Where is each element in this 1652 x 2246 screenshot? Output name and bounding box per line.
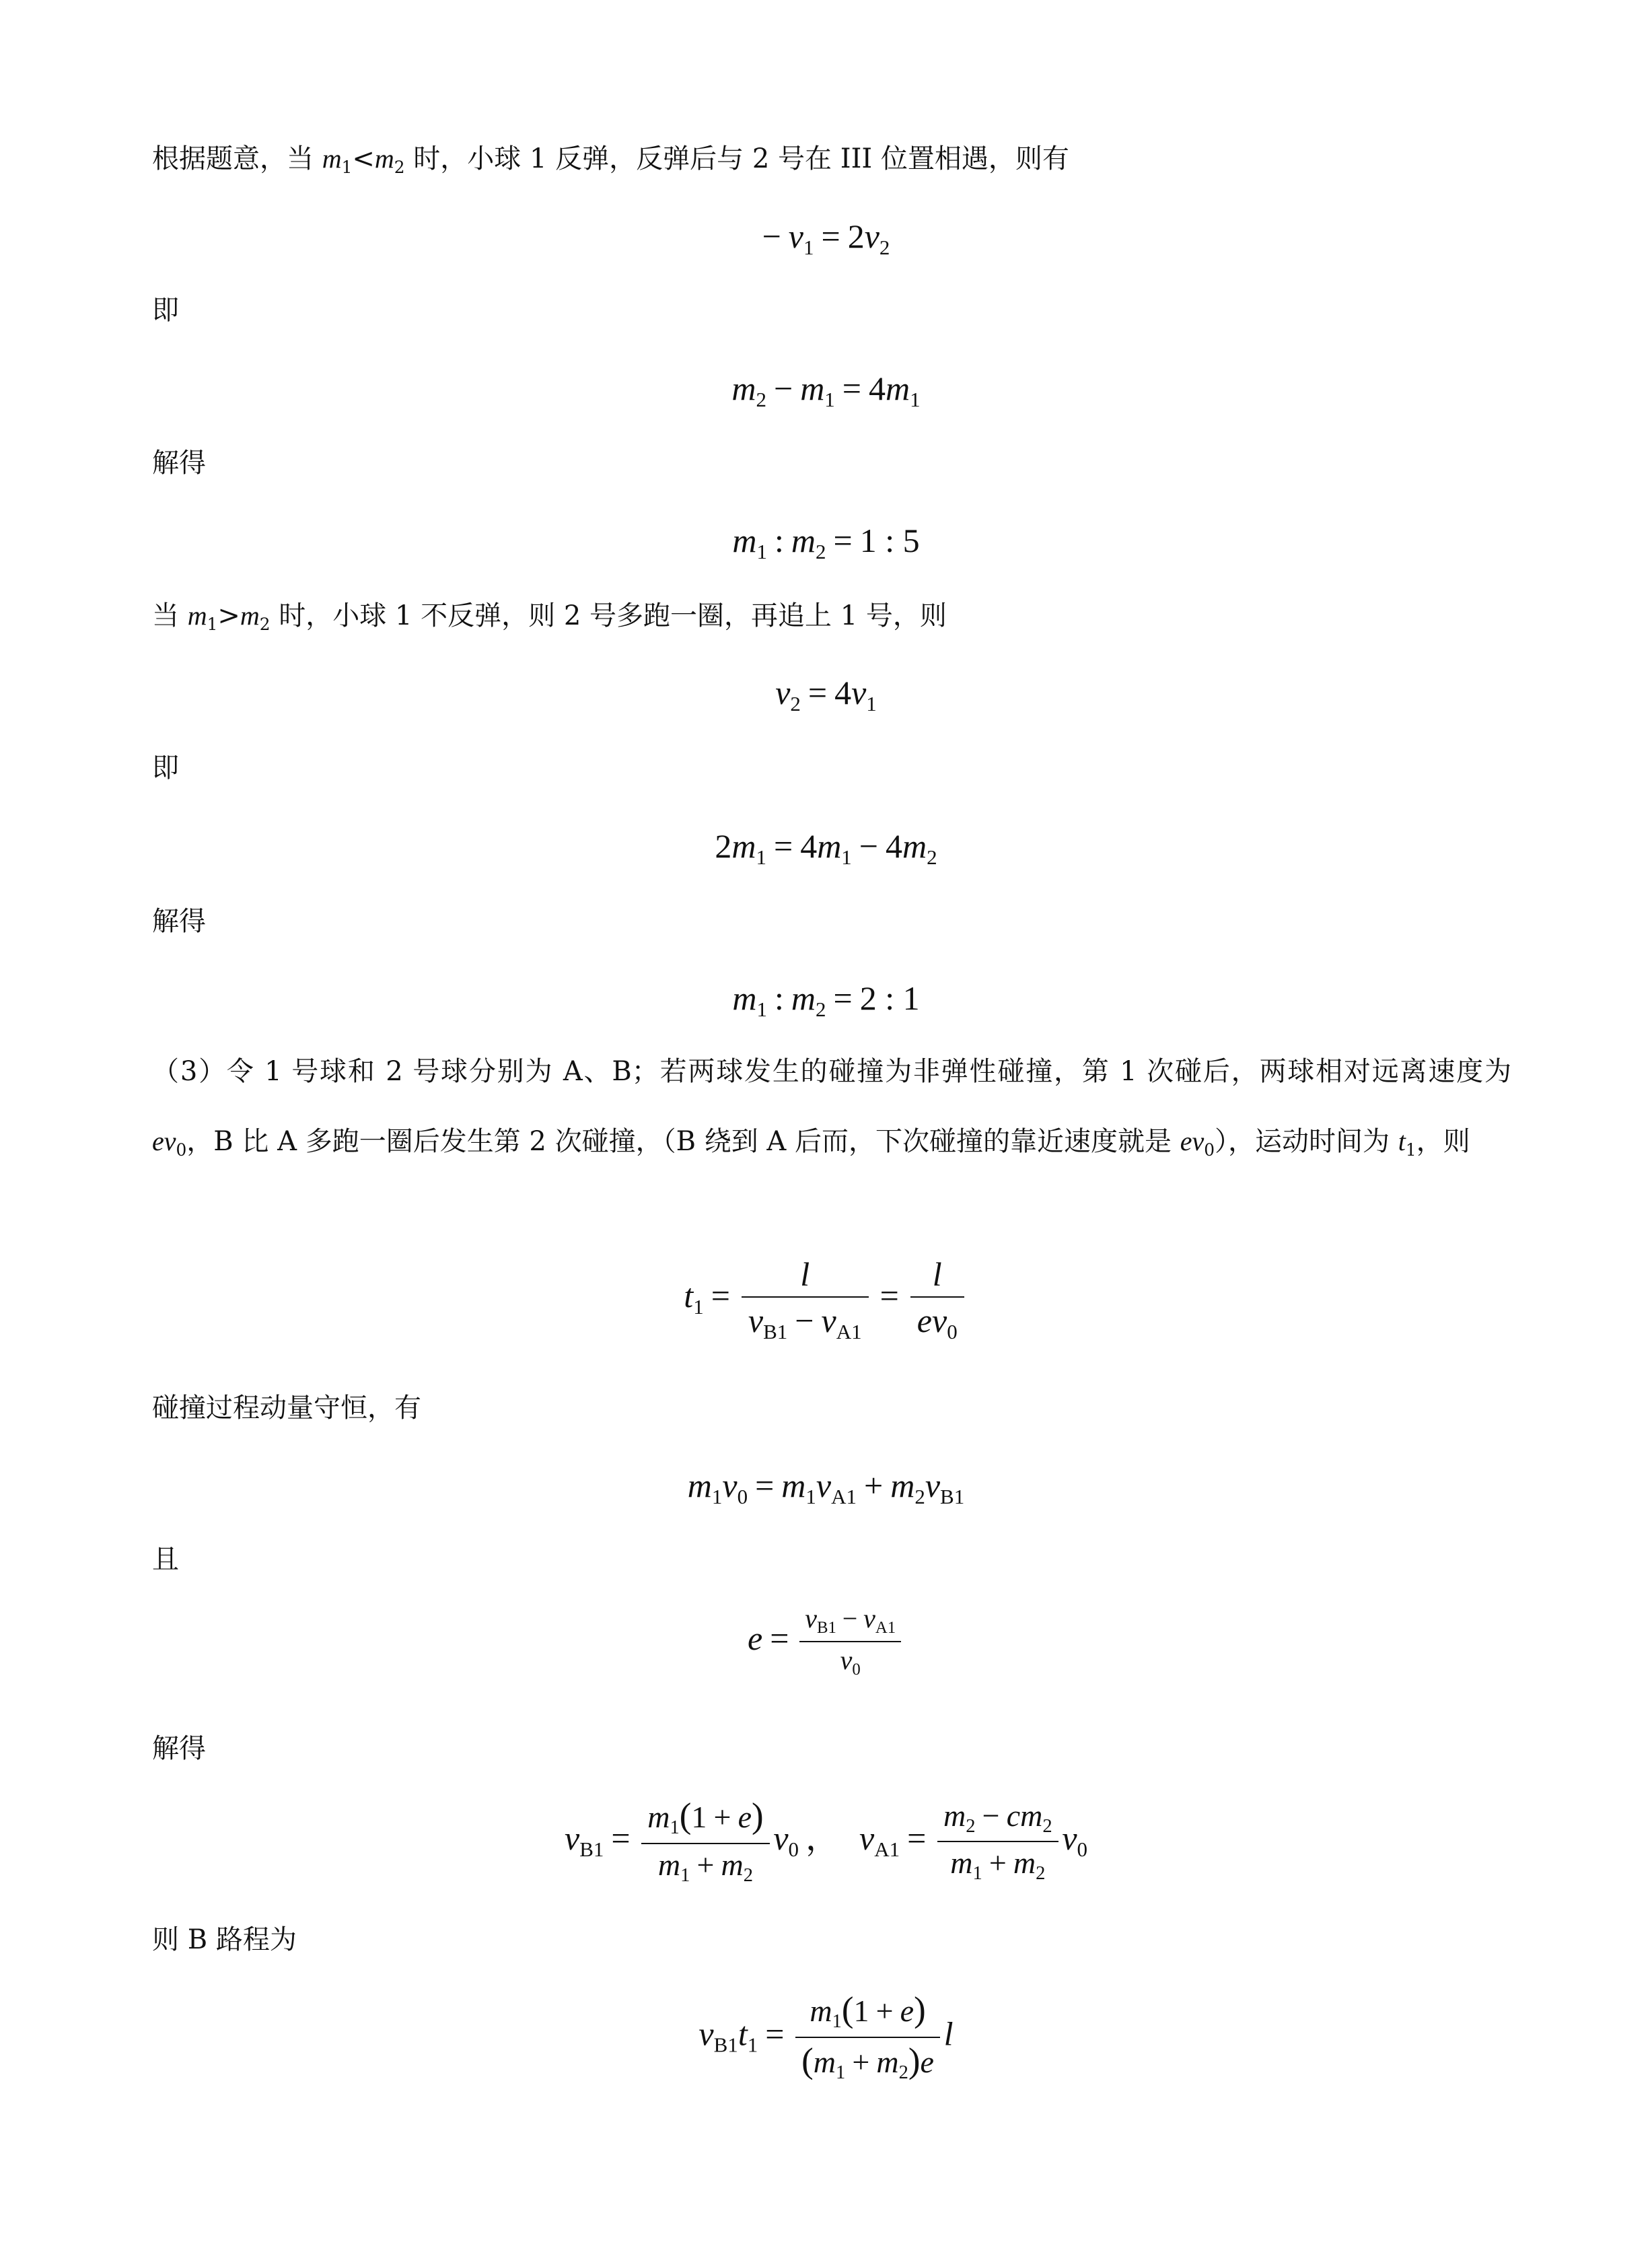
text-jiede-1: 解得 [152,448,206,479]
equation-8: $m_1v_0 = m_1v_{A1} + m_2v_{B1}$ [687,1467,965,1508]
equation-5: $2m_1 = 4m_1 - 4m_2$ [715,827,937,869]
equation-4: $v_2 = 4v_1$ [775,674,877,715]
equation-9: e = $\frac{v_{B1} - v_{A1}}{v_0}$ [0,1605,1652,1679]
text-jiede-3: 解得 [152,1733,206,1764]
text-jiede-2: 解得 [152,906,206,937]
equation-7: $t_1$ = $\frac{l}{v_{B1} - v_{A1}}$ = $\frac{l}{ev_0}$ [0,1257,1652,1341]
equation-1: − $v_1 = 2v_2$ [762,217,890,259]
text-qie: 且 [152,1544,179,1575]
text-b-path: 则 B 路程为 [152,1924,297,1955]
text-ji-1: 即 [152,295,179,326]
equation-11: $v_{B1}t_1$ = $\frac{m_1(1 + e)}{(m_1 + m_2)e}$ l [698,1990,954,2083]
text-ji-2: 即 [152,752,179,783]
text-line-intro: 根据题意，当 $m_1<m_2$ 时，小球 1 反弹，反弹后与 2 号在 III 位置相遇，则有 [152,143,1069,177]
text-momentum: 碰撞过程动量守恒，有 [152,1393,421,1424]
equation-6: $m_1$ : $m_2 = 2$ : 1 [732,979,920,1021]
equation-3: $m_1$ : $m_2 = 1$ : 5 [732,522,920,563]
text-line-case2: 当 $m_1>m_2$ 时，小球 1 不反弹，则 2 号多跑一圈，再追上 1 号，则 [152,600,947,634]
equation-10: $v_{B1}$ = $\frac{m_1(1 + e)}{m_1 + m_2}$ $v_0$ ， $v_{A1}$ = $\frac{m_2 - cm_2}{m_1 + m_2}$ $v_0$ [564,1796,1088,1886]
equation-2: $m_2 - m_1 = 4m_1$ [731,370,921,411]
text-paragraph-3: （3）令 1 号球和 2 号球分别为 A、B；若两球发生的碰撞为非弹性碰撞，第 1 次碰后，两球相对远离速度为 $ev_0$，B 比 A 多跑一圈后发生第 2 次碰撞，（B 绕到 A 后而，下次碰撞的靠近速度就是 $ev_0$），运动时间为 $t_1$，则 [152,1056,1511,1160]
